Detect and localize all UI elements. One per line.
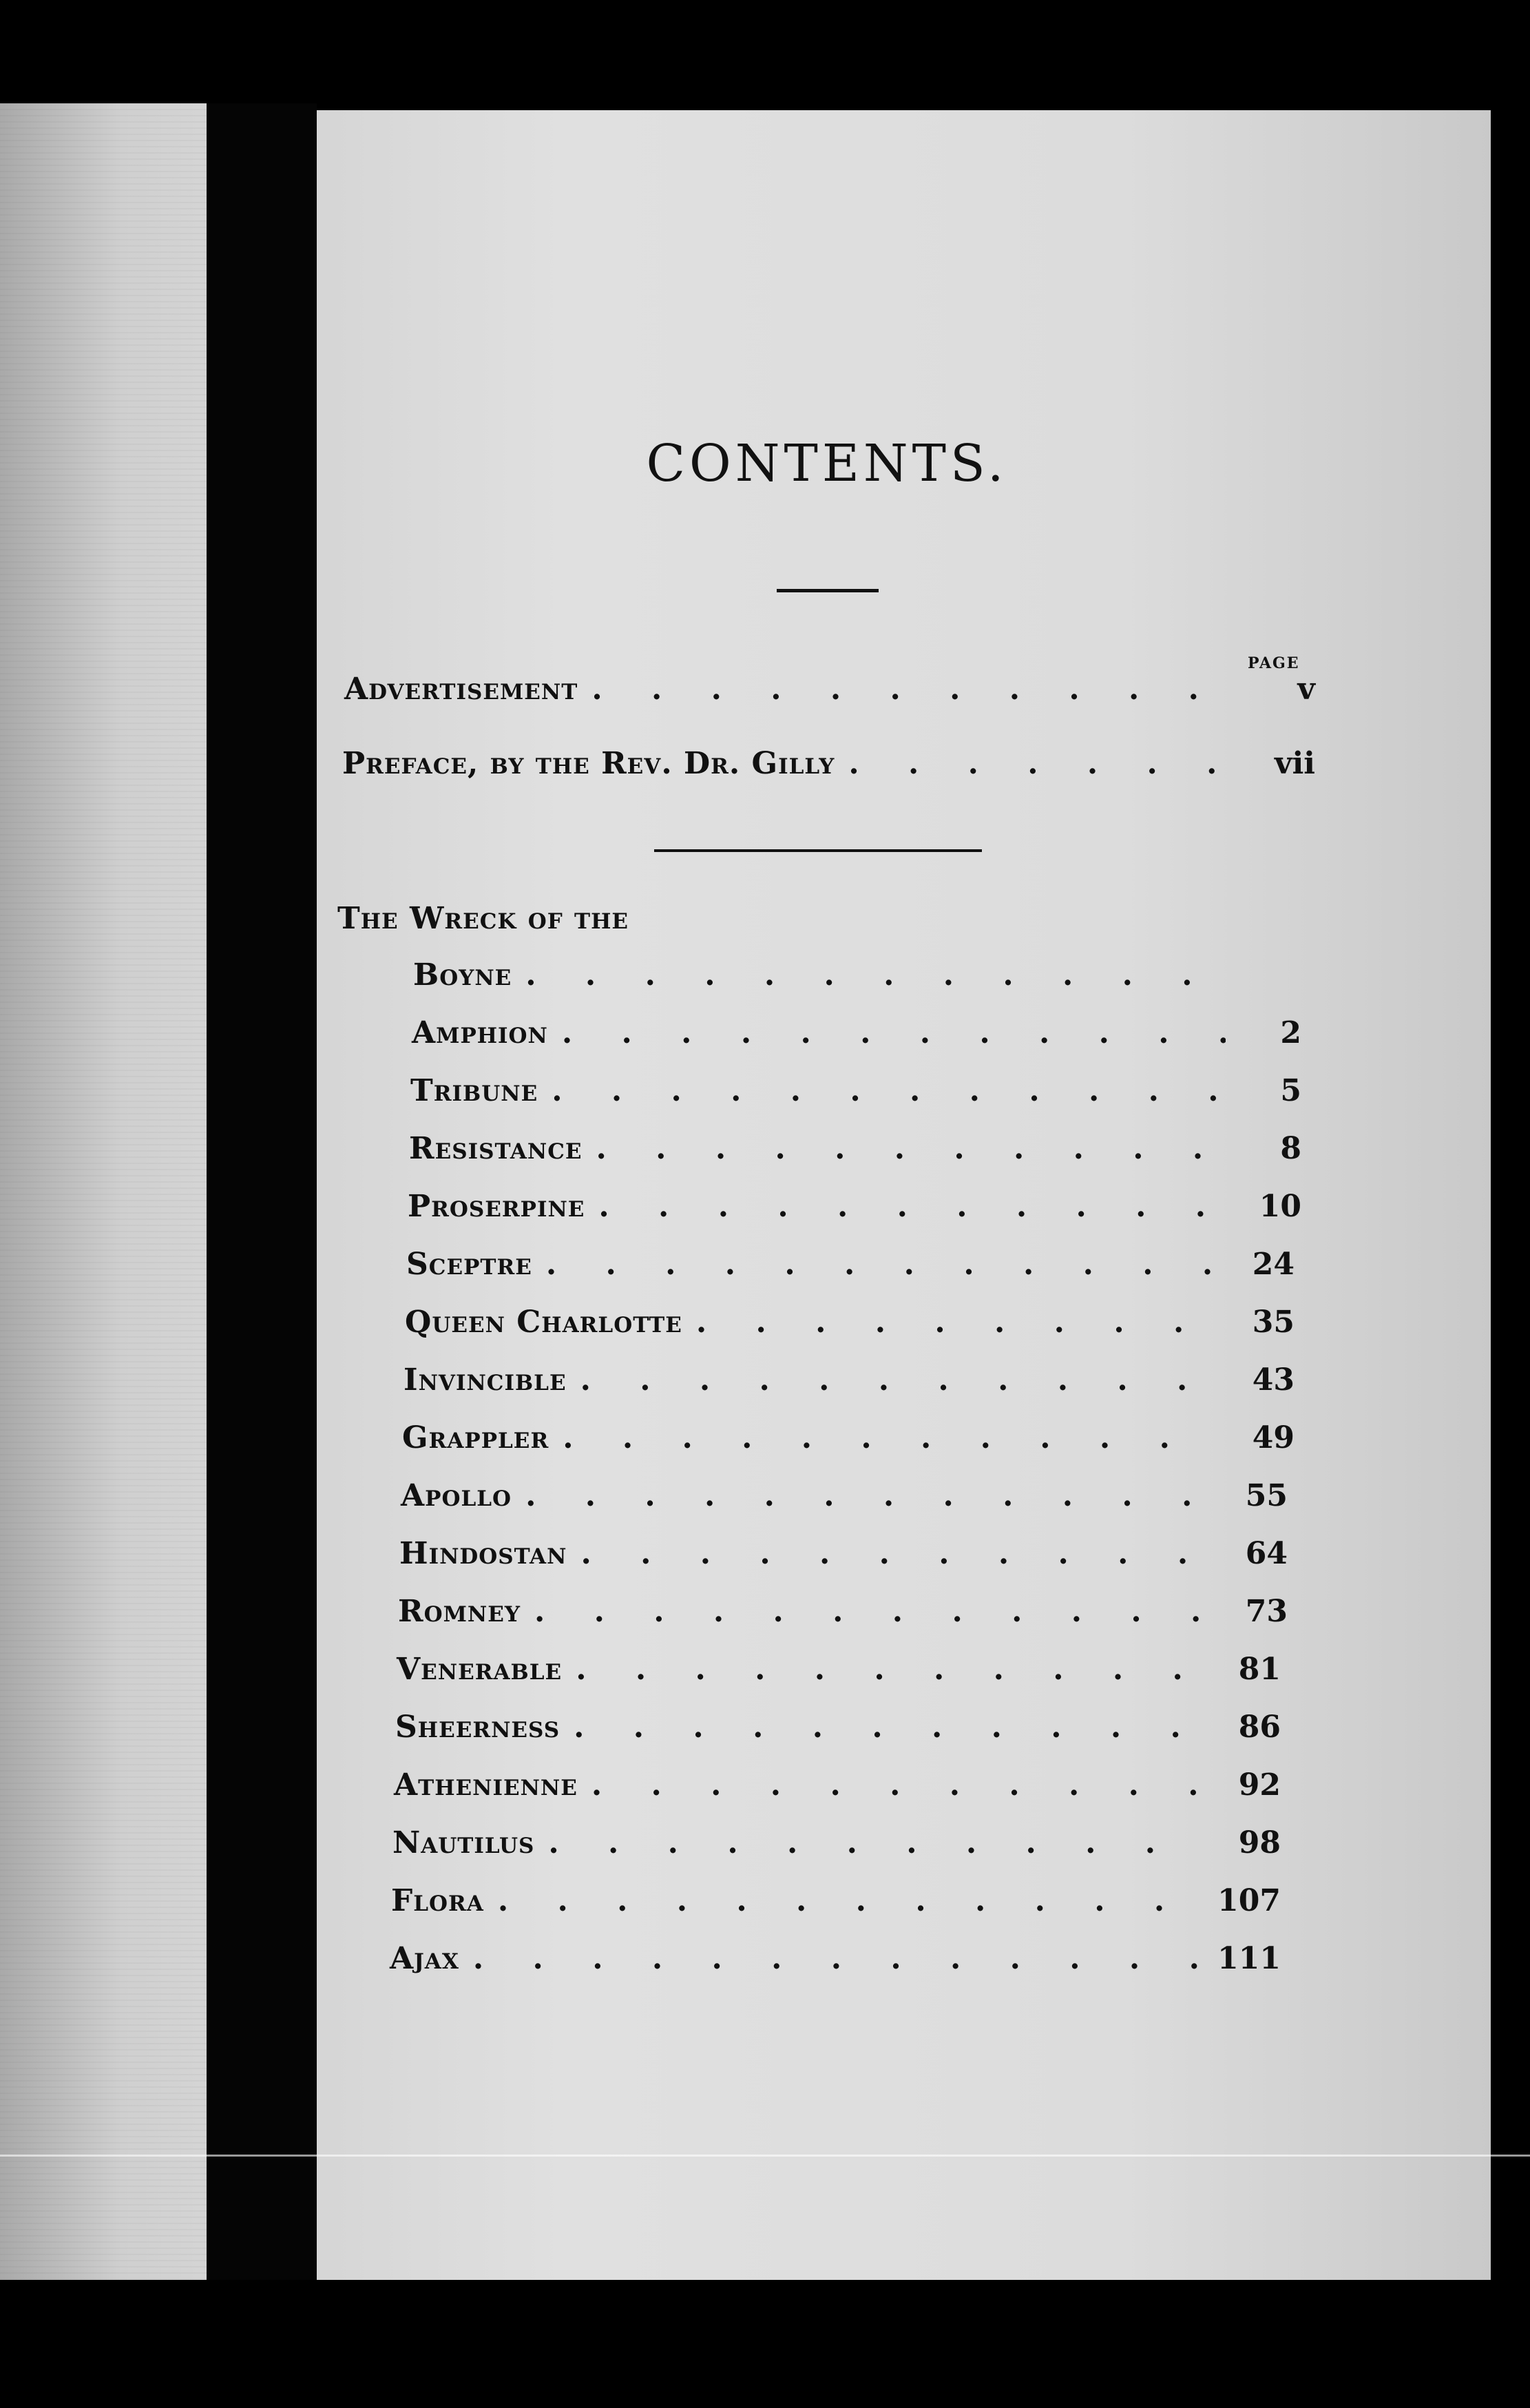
toc-entry[interactable]: [399, 1536, 1288, 1577]
toc-entry-label: Grappler: [402, 1420, 549, 1455]
leader-dots: [682, 1305, 1219, 1340]
leader-dots: [560, 1710, 1205, 1745]
leader-dots: [585, 1189, 1226, 1224]
book-gutter: [207, 103, 317, 2280]
toc-entry-page: 55: [1245, 1478, 1288, 1513]
toc-entry[interactable]: [404, 1362, 1295, 1404]
leader-dots: [484, 1883, 1205, 1918]
toc-entry-page: 81: [1238, 1652, 1281, 1687]
toc-entry-page: 92: [1238, 1767, 1281, 1803]
toc-entry-label: Invincible: [404, 1362, 567, 1398]
toc-entry-label: Athenienne: [394, 1767, 578, 1803]
leader-dots: [548, 1015, 1226, 1050]
toc-entry[interactable]: [409, 1131, 1301, 1172]
leader-dots: [534, 1825, 1205, 1860]
toc-entry[interactable]: [391, 1883, 1281, 1924]
section-divider: [654, 849, 982, 852]
leader-dots: [549, 1420, 1219, 1455]
toc-entry-label: Queen Charlotte: [405, 1305, 682, 1340]
toc-entry-page: 98: [1238, 1825, 1281, 1860]
leader-dots: [532, 1247, 1219, 1282]
toc-entry[interactable]: [397, 1652, 1281, 1693]
leader-dots: [562, 1652, 1205, 1687]
leader-dots: [835, 746, 1239, 781]
leader-dots: [521, 1594, 1212, 1629]
toc-entry-page: 107: [1217, 1883, 1281, 1918]
toc-entry-page: v: [1297, 672, 1315, 707]
page-column-label: PAGE: [1248, 654, 1300, 672]
leader-dots: [578, 672, 1239, 707]
toc-entry-label: Advertisement: [344, 672, 578, 707]
leader-dots: [583, 1131, 1226, 1166]
toc-entry-preface[interactable]: [342, 746, 1315, 787]
leader-dots: [512, 1478, 1212, 1513]
toc-entry-page: 8: [1280, 1131, 1301, 1166]
toc-entry[interactable]: [394, 1767, 1281, 1809]
toc-entry-page: 35: [1252, 1305, 1295, 1340]
toc-entry[interactable]: [408, 1189, 1301, 1230]
toc-entry-advertisement[interactable]: [344, 672, 1315, 713]
toc-entry-label: Sheerness: [395, 1710, 560, 1745]
toc-entry-label: Tribune: [410, 1073, 538, 1108]
toc-entry-page: vii: [1275, 746, 1315, 781]
leader-dots: [567, 1362, 1219, 1398]
section-heading: The Wreck of the: [337, 901, 629, 936]
toc-entry-label: Proserpine: [408, 1189, 585, 1224]
scan-artifact-line: [0, 2155, 1530, 2157]
toc-entry-label: Resistance: [409, 1131, 583, 1166]
toc-entry[interactable]: [402, 1420, 1295, 1462]
toc-entry-label: Apollo: [401, 1478, 512, 1513]
toc-entry-page: 111: [1217, 1941, 1281, 1976]
toc-entry[interactable]: [412, 1015, 1301, 1057]
toc-entry-page: 2: [1280, 1015, 1301, 1050]
toc-entry-page: 43: [1252, 1362, 1295, 1398]
toc-entry-label: Ajax: [390, 1941, 459, 1976]
toc-entry-label: Hindostan: [399, 1536, 567, 1571]
toc-entry-label: Preface, by the Rev. Dr. Gilly: [342, 746, 835, 781]
toc-entry[interactable]: [392, 1825, 1281, 1867]
page-title: CONTENTS.: [646, 434, 1008, 493]
toc-entry[interactable]: [413, 957, 1312, 999]
toc-entry-page: 10: [1259, 1189, 1301, 1224]
toc-entry-label: Boyne: [413, 957, 512, 993]
leader-dots: [512, 957, 1236, 993]
toc-entry[interactable]: [406, 1247, 1295, 1288]
leader-dots: [578, 1767, 1205, 1803]
toc-entry[interactable]: [401, 1478, 1288, 1519]
leader-dots: [459, 1941, 1205, 1976]
toc-entry-label: Venerable: [397, 1652, 563, 1687]
toc-entry-label: Amphion: [412, 1015, 548, 1050]
toc-entry[interactable]: [390, 1941, 1281, 1982]
toc-entry-page: 64: [1245, 1536, 1288, 1571]
toc-entry[interactable]: [395, 1710, 1281, 1751]
toc-entry-page: 5: [1280, 1073, 1301, 1108]
toc-entry-label: Sceptre: [406, 1247, 532, 1282]
toc-entry-page: 86: [1238, 1710, 1281, 1745]
leader-dots: [567, 1536, 1212, 1571]
toc-entry[interactable]: [398, 1594, 1288, 1635]
toc-entry-label: Flora: [391, 1883, 484, 1918]
toc-entry-page: 73: [1245, 1594, 1288, 1629]
toc-entry-label: Romney: [398, 1594, 521, 1629]
toc-entry-page: 49: [1252, 1420, 1295, 1455]
leader-dots: [538, 1073, 1226, 1108]
toc-entry-page: 24: [1252, 1247, 1295, 1282]
toc-entry-label: Nautilus: [392, 1825, 535, 1860]
toc-entry[interactable]: [410, 1073, 1301, 1114]
toc-entry[interactable]: [405, 1305, 1295, 1346]
title-rule: [777, 589, 879, 592]
